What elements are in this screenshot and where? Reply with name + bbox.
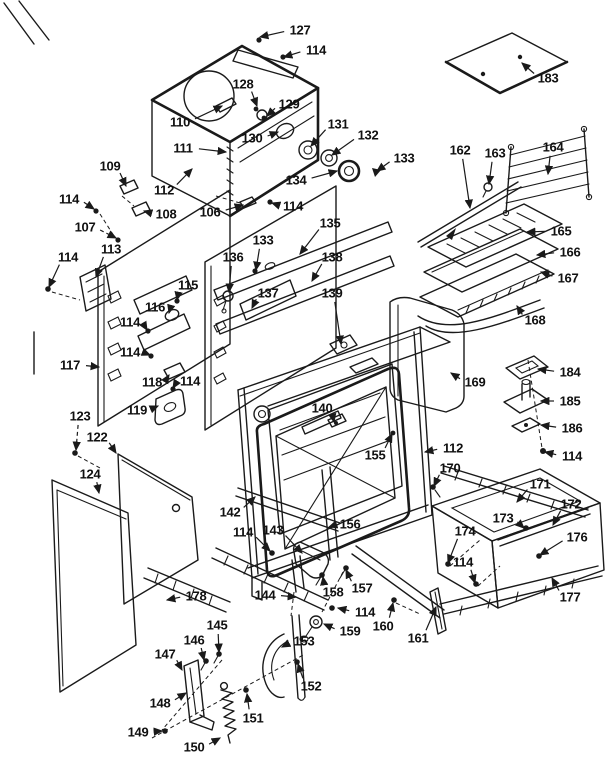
part-label-114: 114	[119, 344, 141, 360]
leader-line-158	[323, 577, 324, 585]
part-label-109: 109	[99, 158, 121, 174]
part-label-110: 110	[169, 114, 191, 130]
part-label-114: 114	[354, 604, 376, 620]
part-label-171: 171	[529, 476, 551, 492]
leader-line-133	[256, 249, 259, 270]
leader-line-149	[154, 731, 162, 732]
part-label-112: 112	[442, 440, 464, 456]
part-label-183: 183	[537, 70, 559, 86]
part-label-140: 140	[311, 400, 333, 416]
part-label-144: 144	[254, 587, 276, 603]
part-label-118: 118	[141, 374, 163, 390]
leader-line-160	[389, 603, 393, 618]
part-label-169: 169	[464, 374, 486, 390]
part-label-116: 116	[144, 299, 166, 315]
leader-line-127	[260, 32, 284, 37]
leader-line-148	[175, 693, 186, 700]
leader-line-114	[49, 265, 59, 287]
leader-line-114	[284, 52, 300, 57]
inner-back-panel	[145, 182, 336, 430]
part-label-155: 155	[364, 447, 386, 463]
part-label-178: 178	[185, 588, 207, 604]
part-label-166: 166	[559, 244, 581, 260]
leader-line-114	[256, 537, 270, 551]
leader-line-163	[489, 162, 492, 184]
part-label-124: 124	[79, 466, 101, 482]
part-label-152: 152	[300, 678, 322, 694]
part-label-113: 113	[100, 241, 122, 257]
leader-line-132	[332, 139, 354, 155]
part-label-114: 114	[179, 373, 201, 389]
part-label-114: 114	[119, 314, 141, 330]
leader-line-164	[548, 156, 550, 174]
leader-line-116	[169, 311, 170, 314]
part-label-107: 107	[74, 219, 96, 235]
part-label-117: 117	[59, 357, 81, 373]
leader-lines	[49, 32, 563, 745]
leader-line-107	[100, 230, 116, 238]
leader-line-114	[146, 353, 150, 355]
part-label-142: 142	[219, 504, 241, 520]
part-label-130: 130	[241, 130, 263, 146]
leader-line-171	[517, 490, 527, 503]
part-label-186: 186	[561, 420, 583, 436]
leader-line-114	[84, 202, 94, 209]
part-label-133: 133	[393, 150, 415, 166]
leader-line-186	[541, 425, 556, 427]
part-label-150: 150	[183, 739, 205, 755]
leader-line-117	[86, 366, 99, 367]
part-label-108: 108	[155, 206, 177, 222]
part-label-151: 151	[242, 710, 264, 726]
part-label-114: 114	[282, 198, 304, 214]
leader-line-110	[195, 106, 222, 119]
leader-line-133	[377, 162, 390, 171]
part-label-145: 145	[206, 617, 228, 633]
rear-plate	[45, 265, 111, 311]
part-label-127: 127	[289, 22, 311, 38]
leader-line-138	[312, 264, 322, 281]
part-label-164: 164	[542, 139, 564, 155]
part-label-143: 143	[262, 522, 284, 538]
storage-drawer	[432, 466, 604, 615]
part-label-160: 160	[372, 618, 394, 634]
part-label-106: 106	[199, 204, 221, 220]
spacer-stack	[504, 356, 548, 454]
part-label-119: 119	[126, 402, 148, 418]
leader-line-111	[199, 149, 226, 152]
leader-line-112	[425, 449, 437, 452]
part-label-129: 129	[278, 96, 300, 112]
part-label-184: 184	[559, 364, 581, 380]
part-label-172: 172	[560, 496, 582, 512]
rod-and-rack	[418, 126, 592, 247]
rear-panel	[98, 190, 230, 426]
leader-line-159	[324, 624, 335, 629]
part-label-114: 114	[58, 191, 80, 207]
part-label-132: 132	[357, 127, 379, 143]
leader-line-114	[545, 452, 556, 455]
main-top-panel	[446, 33, 567, 93]
part-label-146: 146	[183, 632, 205, 648]
leader-line-150	[209, 738, 220, 744]
part-label-148: 148	[149, 695, 171, 711]
leader-line-114	[338, 608, 349, 611]
part-label-131: 131	[327, 116, 349, 132]
leader-line-151	[247, 694, 249, 709]
leader-line-157	[346, 570, 351, 581]
leader-line-140	[332, 415, 334, 422]
switch-parts	[93, 180, 150, 243]
part-label-158: 158	[322, 584, 344, 600]
part-label-173: 173	[492, 510, 514, 526]
part-label-133: 133	[252, 232, 274, 248]
leader-line-128	[252, 92, 257, 106]
part-label-115: 115	[177, 277, 199, 293]
part-label-128: 128	[232, 76, 254, 92]
part-label-136: 136	[222, 249, 244, 265]
leader-line-169	[451, 373, 460, 379]
part-label-138: 138	[321, 249, 343, 265]
leader-line-170	[434, 475, 439, 486]
part-label-156: 156	[339, 516, 361, 532]
leader-line-114	[471, 570, 475, 583]
part-label-149: 149	[127, 724, 149, 740]
part-label-122: 122	[86, 429, 108, 445]
part-label-162: 162	[449, 142, 471, 158]
part-label-168: 168	[524, 312, 546, 328]
oven-body	[238, 327, 450, 603]
leader-line-123	[76, 425, 78, 450]
leader-line-183	[522, 63, 534, 74]
part-label-185: 185	[559, 393, 581, 409]
part-label-157: 157	[351, 580, 373, 596]
part-label-114: 114	[561, 448, 583, 464]
part-label-176: 176	[566, 529, 588, 545]
part-label-114: 114	[232, 524, 254, 540]
part-label-114: 114	[57, 249, 79, 265]
backguard-housing	[152, 37, 381, 216]
leader-line-145	[218, 634, 219, 652]
leader-line-176	[540, 541, 563, 555]
rack-stack	[418, 204, 562, 333]
part-label-139: 139	[321, 285, 343, 301]
part-label-112: 112	[153, 182, 175, 198]
part-label-161: 161	[407, 630, 429, 646]
leader-line-114	[145, 326, 148, 330]
hinge-parts	[149, 615, 305, 743]
corner-marks	[4, 1, 49, 374]
leader-line-146	[201, 648, 204, 660]
part-label-135: 135	[319, 215, 341, 231]
leader-line-147	[177, 660, 182, 670]
part-label-123: 123	[69, 408, 91, 424]
leader-line-162	[463, 159, 470, 208]
part-label-174: 174	[454, 523, 476, 539]
part-label-170: 170	[439, 460, 461, 476]
part-label-153: 153	[293, 633, 315, 649]
part-label-165: 165	[550, 223, 572, 239]
part-label-163: 163	[484, 145, 506, 161]
part-label-137: 137	[257, 285, 279, 301]
part-label-134: 134	[285, 172, 307, 188]
leader-line-174	[448, 539, 458, 563]
leader-line-134	[312, 171, 337, 178]
leader-line-178	[167, 597, 180, 600]
part-label-114: 114	[305, 42, 327, 58]
part-label-167: 167	[557, 270, 579, 286]
part-label-177: 177	[559, 589, 581, 605]
leader-line-137	[252, 299, 256, 308]
part-label-147: 147	[154, 646, 176, 662]
part-label-114: 114	[452, 554, 474, 570]
part-label-111: 111	[173, 140, 193, 156]
leader-line-122	[109, 443, 116, 453]
leader-line-112	[177, 169, 192, 185]
leader-line-114	[272, 203, 277, 205]
leader-line-165	[527, 231, 545, 232]
part-label-159: 159	[339, 623, 361, 639]
leader-line-124	[97, 482, 99, 493]
